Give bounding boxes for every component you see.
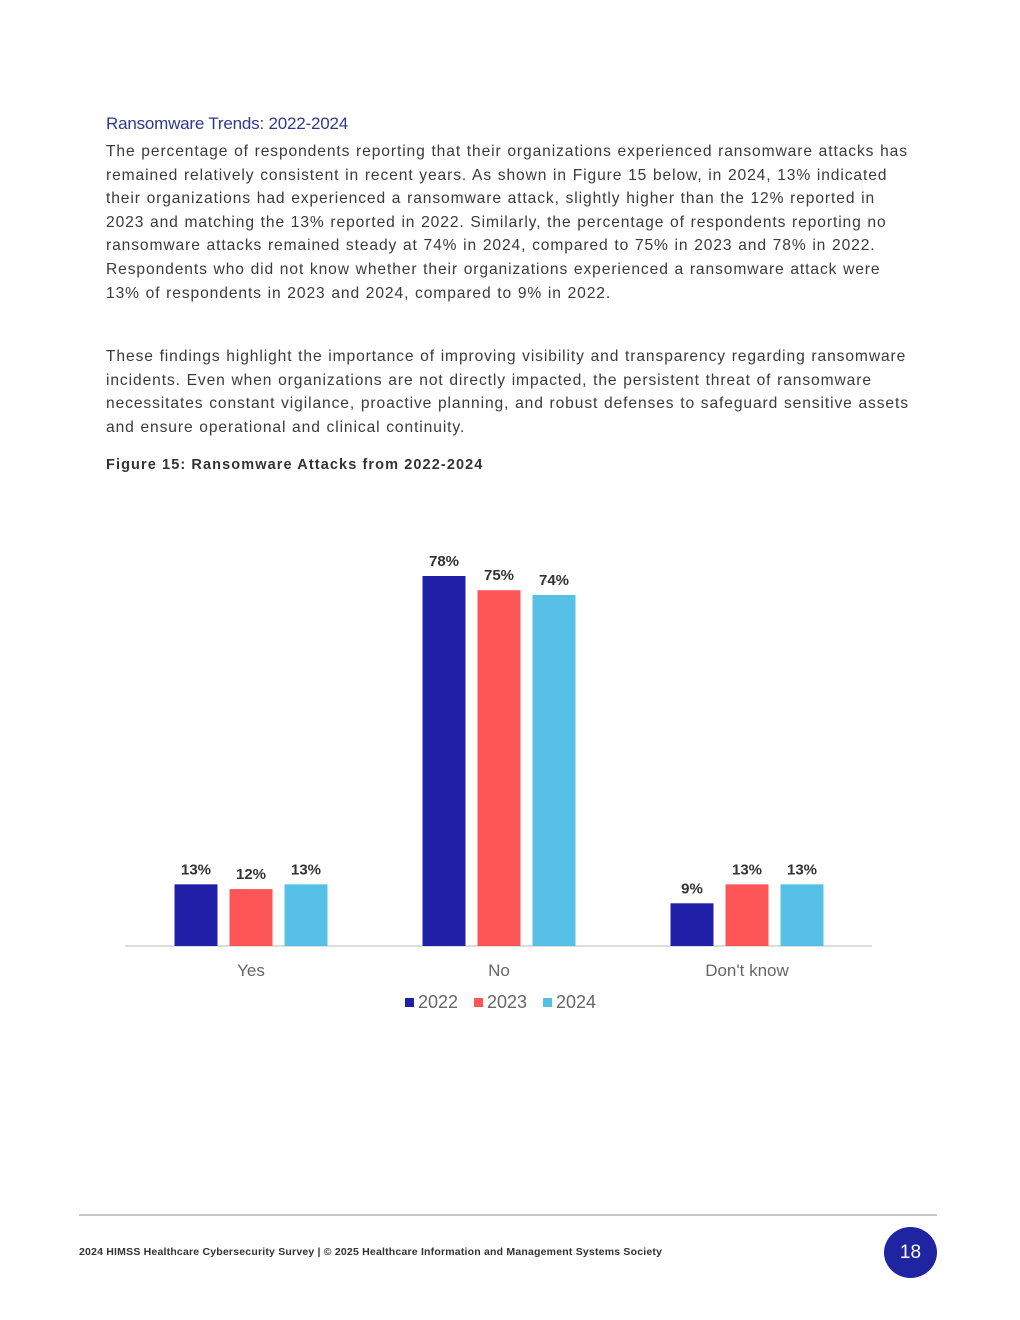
data-label: 13% xyxy=(290,861,322,879)
data-label: 75% xyxy=(483,567,515,585)
x-tick-label: No xyxy=(488,961,510,980)
section-title: Ransomware Trends: 2022-2024 xyxy=(106,114,348,133)
figure-caption: Figure 15: Ransomware Attacks from 2022-2024 xyxy=(106,457,484,473)
bar-2023-don-t-know xyxy=(726,884,769,946)
x-tick-label: Don't know xyxy=(705,961,789,980)
legend-label: 2022 xyxy=(418,992,459,1012)
data-label: 78% xyxy=(428,553,460,570)
body-paragraph-1: The percentage of respondents reporting that their organizations experienced ransomware attacks has remained relatively consistent in recent years. As shown in Figure 15 below, in 2024, 13% indicated their organizations had experienced a ransomware attack, slightly higher than the 12% reported in 2023 and matching the 13% reported in 2022. Similarly, the percentage of respondents reporting no ransomware attacks remained steady at 74% in 2024, compared to 75% in 2023 and 78% in 2022. Respondents who did not know whether their organizations experienced a ransomware attack were 13% of respondents in 2023 and 2024, compared to 9% in 2022. xyxy=(106,143,908,302)
legend-label: 2024 xyxy=(556,992,597,1012)
bar-2022-no xyxy=(423,576,466,946)
data-label: 74% xyxy=(538,571,570,589)
page-number-badge: 18 xyxy=(884,1227,937,1278)
bar-2022-yes xyxy=(175,884,218,946)
bar-2024-no xyxy=(533,595,576,946)
bar-chart xyxy=(0,500,1020,1040)
data-label: 13% xyxy=(180,861,212,879)
legend-swatch-2024 xyxy=(543,998,552,1007)
bar-2022-don-t-know xyxy=(671,903,714,946)
data-label: 12% xyxy=(235,866,267,884)
body-paragraph-2: These findings highlight the importance of improving visibility and transparency regarding ransomware incidents. Even when organizations are not directly impacted, the persistent threat of ransomware necessitates constant vigilance, proactive planning, and robust defenses to safeguard sensitive assets and ensure operational and clinical continuity. xyxy=(106,348,909,436)
legend-swatch-2022 xyxy=(405,998,414,1007)
footer-divider xyxy=(79,1214,937,1216)
data-label: 13% xyxy=(731,861,763,879)
legend-swatch-2023 xyxy=(474,998,483,1007)
bar-2024-don-t-know xyxy=(781,884,824,946)
bar-2023-yes xyxy=(230,889,273,946)
bar-2023-no xyxy=(478,590,521,946)
bar-2024-yes xyxy=(285,884,328,946)
legend-label: 2023 xyxy=(487,992,528,1012)
data-label: 9% xyxy=(681,880,703,898)
data-label: 13% xyxy=(786,861,818,879)
x-tick-label: Yes xyxy=(237,961,265,980)
footer-text: 2024 HIMSS Healthcare Cybersecurity Survey | © 2025 Healthcare Information and Management Systems Society xyxy=(79,1246,663,1258)
